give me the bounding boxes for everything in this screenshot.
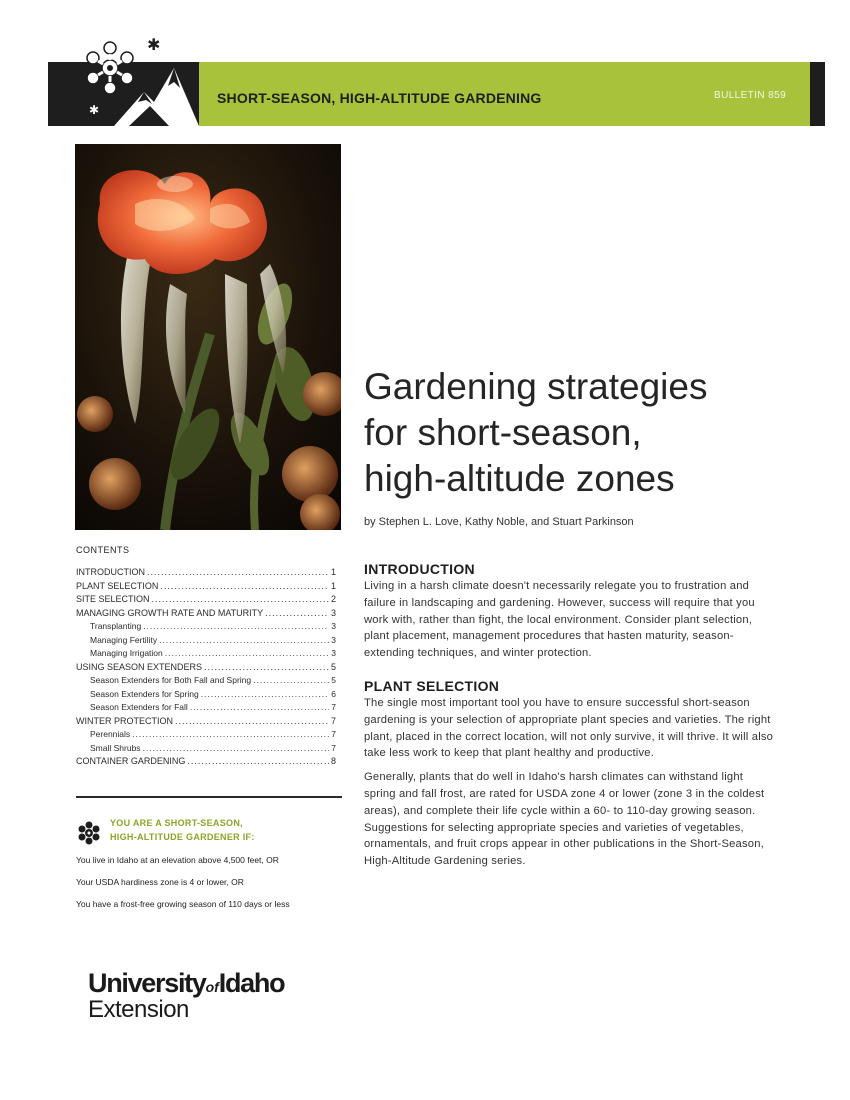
toc-subentry[interactable]: Season Extenders for Spring ..... 6 [76, 688, 336, 702]
plant-selection-paragraph-2: Generally, plants that do well in Idaho's harsh climates can withstand light spring and fall frost, are rated for USDA zone 4 or lower (zone 3 in the coldest areas), and complete their life cycle within a 60- to 110-day growing season. Suggestions for selecting appropriate species and varieties of vegetables, ornamentals, and fruit crops appear in other publications in the Short-Season, High-Altitude Gardening series. [364, 771, 765, 868]
snowflake-mountain-logo-icon [74, 30, 199, 126]
toc-entry[interactable]: USING SEASON EXTENDERS ..... 5 [76, 661, 336, 675]
authors-byline: by Stephen L. Love, Kathy Noble, and Stuart Parkinson [364, 516, 634, 528]
svg-text:✱: ✱ [89, 103, 100, 117]
ice-covered-flower-photo [75, 144, 341, 530]
university-of-idaho-extension-logo: UniversityofIdaho Extension [88, 968, 285, 1023]
toc-subentry[interactable]: Small Shrubs ..... 7 [76, 742, 336, 756]
criteria-item: You have a frost-free growing season of 110 days or less [76, 899, 290, 909]
criteria-item: Your USDA hardiness zone is 4 or lower, OR [76, 877, 244, 887]
toc-subentry[interactable]: Season Extenders for Fall ..... 7 [76, 701, 336, 715]
toc-subentry[interactable]: Transplanting ..... 3 [76, 620, 336, 634]
header-band-left-edge [48, 62, 74, 126]
toc-entry[interactable]: WINTER PROTECTION ..... 7 [76, 715, 336, 729]
title-line-2: for short-season, [364, 412, 642, 453]
toc-subentry[interactable]: Perennials ..... 7 [76, 728, 336, 742]
criteria-item: You live in Idaho at an elevation above 4,500 feet, OR [76, 855, 279, 865]
plant-selection-paragraph-1: The single most important tool you have to ensure successful short-season gardening is your selection of appropriate plant species and varieties. The right plant, placed in the correct location, will not only survive, it will thrive. It will also take less work to keep that plant healthy and productive. [364, 697, 774, 760]
toc-entry[interactable]: INTRODUCTION ..... 1 [76, 566, 336, 580]
title-line-3: high-altitude zones [364, 458, 675, 499]
toc-entry[interactable]: CONTAINER GARDENING ..... 8 [76, 755, 336, 769]
snowflake-icon [76, 820, 102, 846]
document-title [364, 364, 814, 502]
plant-selection-heading: PLANT SELECTION [364, 678, 500, 694]
series-title: SHORT-SEASON, HIGH-ALTITUDE GARDENING [217, 90, 542, 106]
toc-subentry[interactable]: Season Extenders for Both Fall and Spring ..... 5 [76, 674, 336, 688]
toc-entry[interactable]: PLANT SELECTION ..... 1 [76, 580, 336, 594]
table-of-contents [76, 566, 336, 769]
toc-entry[interactable]: MANAGING GROWTH RATE AND MATURITY ..... 3 [76, 607, 336, 621]
toc-subentry[interactable]: Managing Irrigation ..... 3 [76, 647, 336, 661]
section-divider [76, 796, 342, 798]
header-band-right-edge [810, 62, 825, 126]
contents-heading: CONTENTS [76, 545, 130, 555]
plant-selection-section [364, 678, 774, 870]
bulletin-number: BULLETIN 859 [714, 90, 787, 101]
title-line-1: Gardening strategies [364, 366, 708, 407]
introduction-paragraph: Living in a harsh climate doesn't necessarily relegate you to frustration and failure in landscaping and gardening. However, success will require that you work with, rather than fight, the local environment. Consider plant selection, plant placement, management procedures that hasten maturity, season-extending techniques, and winter protection. [364, 580, 755, 660]
svg-text:✱: ✱ [147, 35, 161, 54]
toc-subentry[interactable]: Managing Fertility ..... 3 [76, 634, 336, 648]
introduction-section [364, 561, 774, 662]
toc-entry[interactable]: SITE SELECTION ..... 2 [76, 593, 336, 607]
introduction-heading: INTRODUCTION [364, 561, 475, 577]
gardener-criteria-list [76, 854, 346, 920]
callout-title: YOU ARE A SHORT-SEASON, HIGH-ALTITUDE GARDENER IF: [110, 818, 255, 842]
